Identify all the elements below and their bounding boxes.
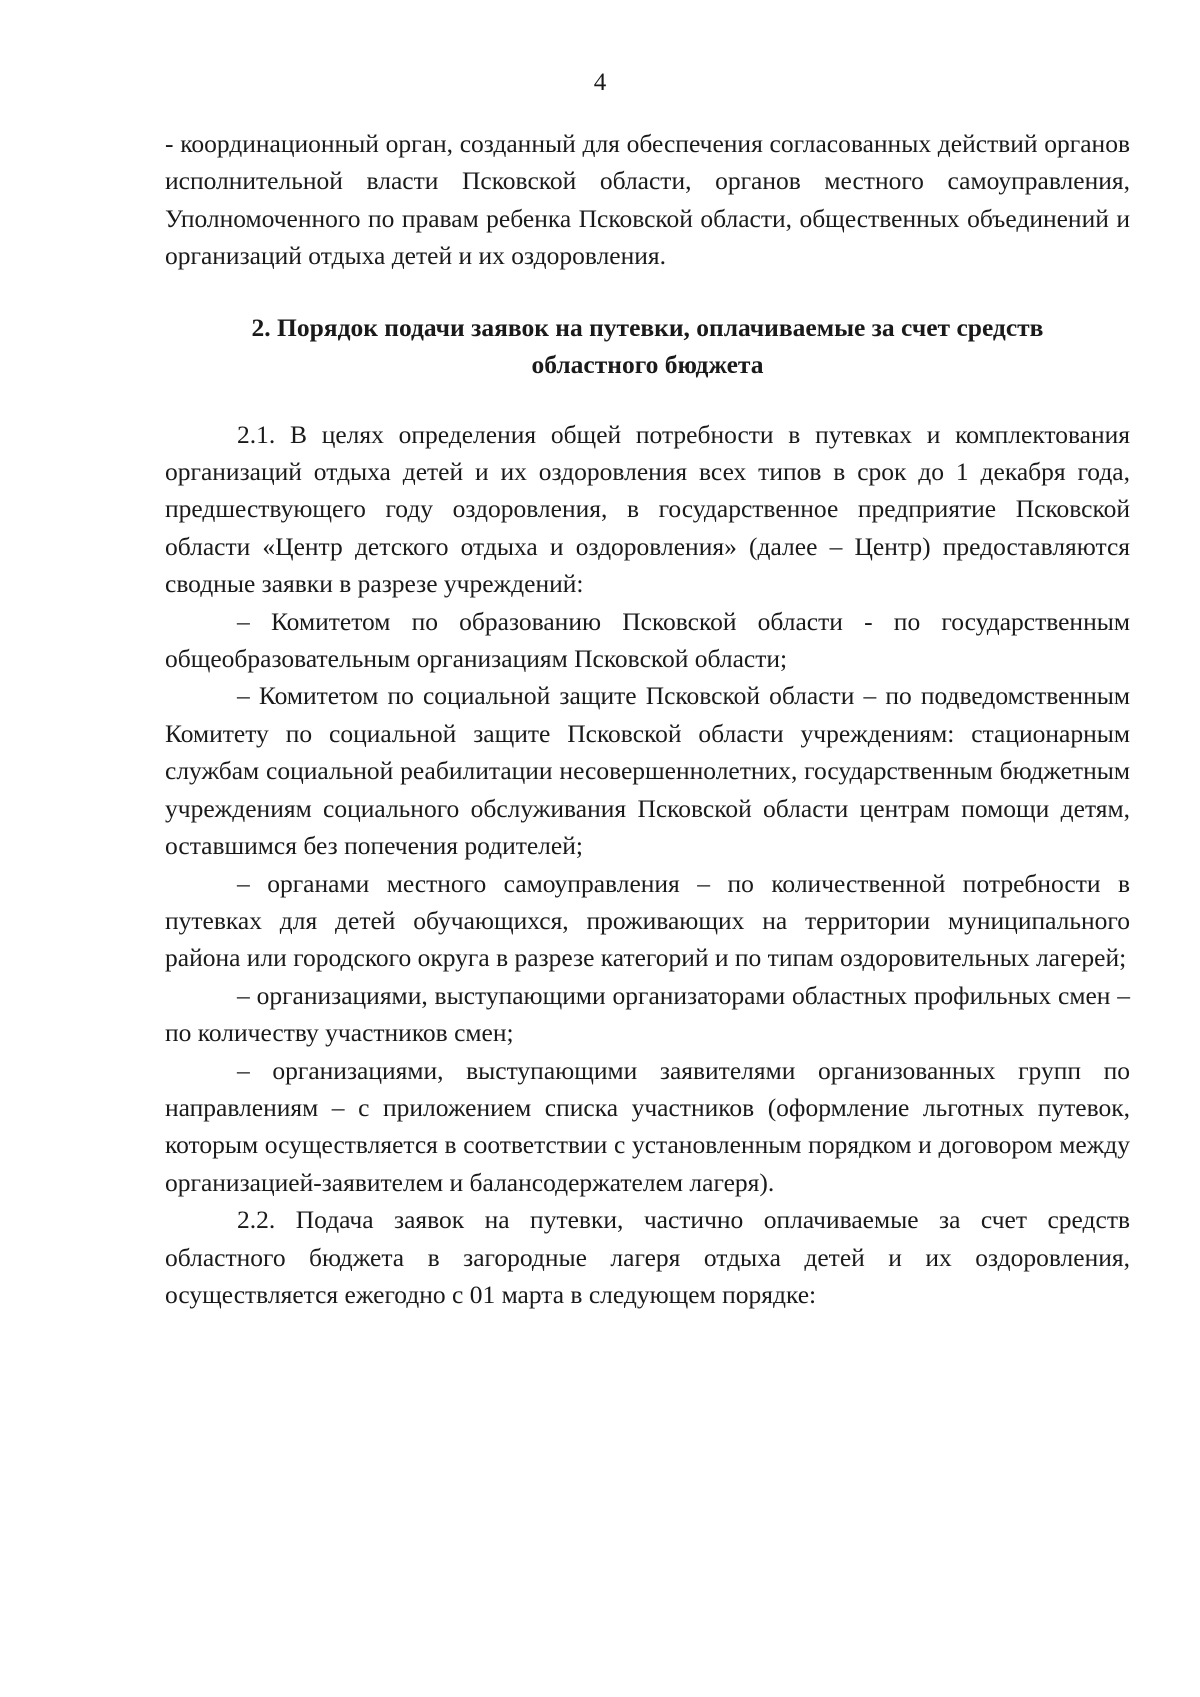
list-item-education-committee: – Комитетом по образованию Псковской области - по государственным общеобразовательным организациям Псковской области; (165, 606, 1130, 674)
paragraph-2-1: 2.1. В целях определения общей потребности в путевках и комплектования организаций отдыха детей и их оздоровления всех типов в срок до 1 декабря года, предшествующего году оздоровления, в государственное предприятие Псковской области «Центр детского отдыха и оздоровления» (далее – Центр) предоставляются сводные заявки в разрезе учреждений: (165, 419, 1130, 599)
paragraph-2-2: 2.2. Подача заявок на путевки, частично оплачиваемые за счет средств областного бюджета в загородные лагеря отдыха детей и их оздоровления, осуществляется ежегодно с 01 марта в следующем порядке: (165, 1205, 1130, 1309)
page-number: 4 (593, 69, 607, 96)
section-heading-line-1: 2. Порядок подачи заявок на путевки, оплачиваемые за счет средств (251, 312, 1044, 342)
intro-paragraph: - координационный орган, созданный для обеспечения согласованных действий органов исполнительной власти Псковской области, органов местного самоуправления, Уполномоченного по правам ребенка Псковской области, общественных объединений и организаций отдыха детей и их оздоровления. (165, 129, 1130, 271)
list-item-profile-shift-organizers: – организациями, выступающими организаторами областных профильных смен – по количеству участников смен; (165, 980, 1130, 1048)
list-item-local-self-government: – органами местного самоуправления – по количественной потребности в путевках для детей обучающихся, проживающих на территории муниципального района или городского округа в разрезе категорий и по типам оздоровительных лагерей; (165, 868, 1130, 973)
document-body (165, 125, 1130, 1313)
list-item-group-applicants: – организациями, выступающими заявителями организованных групп по направлениям – с приложением списка участников (оформление льготных путевок, которым осуществляется в соответствии с установленным порядком и договором между организацией-заявителем и балансодержателем лагеря). (165, 1055, 1130, 1197)
list-item-social-protection-committee: – Комитетом по социальной защите Псковской области – по подведомственным Комитету по социальной защите Псковской области учреждениям: стационарным службам социальной реабилитации несовершеннолетних, государственным бюджетным учреждениям социального обслуживания Псковской области центрам помощи детям, оставшимся без попечения родителей; (165, 681, 1130, 861)
section-heading-line-2: областного бюджета (531, 349, 764, 379)
section-heading (165, 309, 1130, 383)
